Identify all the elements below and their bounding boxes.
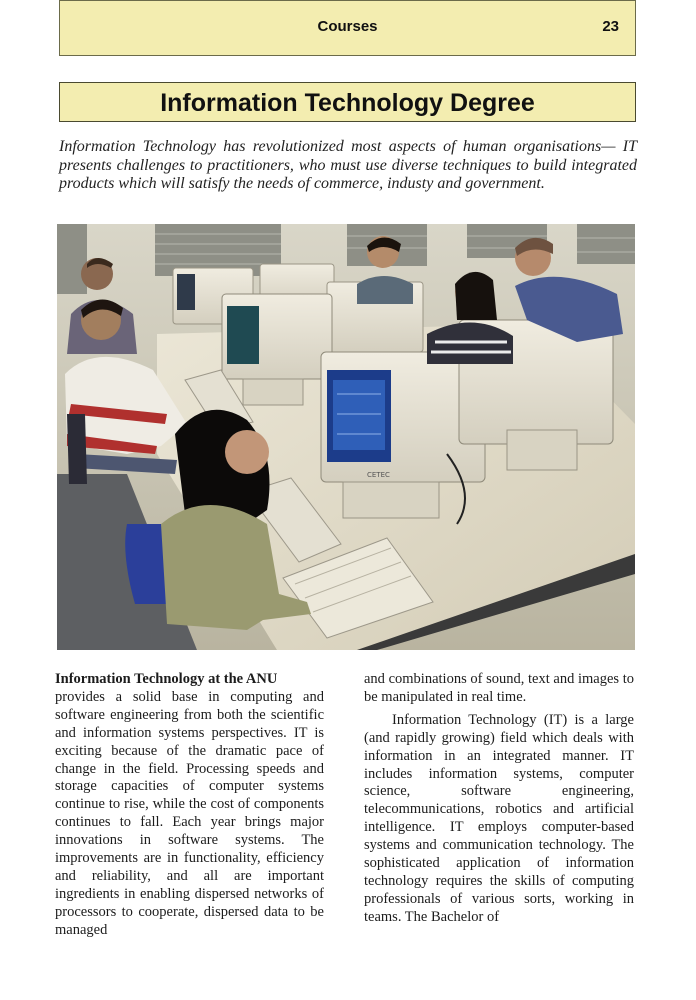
left-column-heading: Information Technology at the ANU <box>55 671 278 687</box>
right-column <box>364 671 634 927</box>
right-column-paragraph-2: Information Technology (IT) is a large (and rapidly growing) field which deals with information in an integrated manner. IT includes information systems, computer science, software engineering, telecommunications, robotics and artificial intelligence. IT employs computer-based systems and communication technology. The sophisticated application of information technology requires the skills of computing professionals of various sorts, working in teams. The Bachelor of <box>364 711 634 925</box>
intro-paragraph: Information Technology has revolutionized most aspects of human organisations— IT presents challenges to practitioners, who must use diverse techniques to build integrated products which will satisfy the needs of commerce, industy and government. <box>59 138 637 192</box>
monitor-brand-label: CETEC <box>367 471 390 479</box>
left-column <box>55 671 324 940</box>
page-title: Information Technology Degree <box>160 89 535 117</box>
running-header <box>59 0 636 56</box>
computer-lab-illustration <box>57 224 635 650</box>
computer-lab-photo <box>57 224 635 650</box>
right-column-paragraph-1: and combinations of sound, text and images to be manipulated in real time. <box>364 671 634 705</box>
section-name: Courses <box>317 18 378 35</box>
left-column-text: provides a solid base in computing and software engineering from both the scientific and information systems perspectives. IT is exciting because of the dramatic pace of change in the field. Processing speeds and storage capacities of computer systems continue to rise, while the cost of components continues to fall. Each year brings major innovations in software systems. The improvements are in functionality, efficiency and reliability, and all are important ingredients in enabling dispersed networks of processors to cooperate, dispersed data to be managed <box>55 688 324 938</box>
page-number: 23 <box>602 18 619 35</box>
title-banner <box>59 82 636 122</box>
